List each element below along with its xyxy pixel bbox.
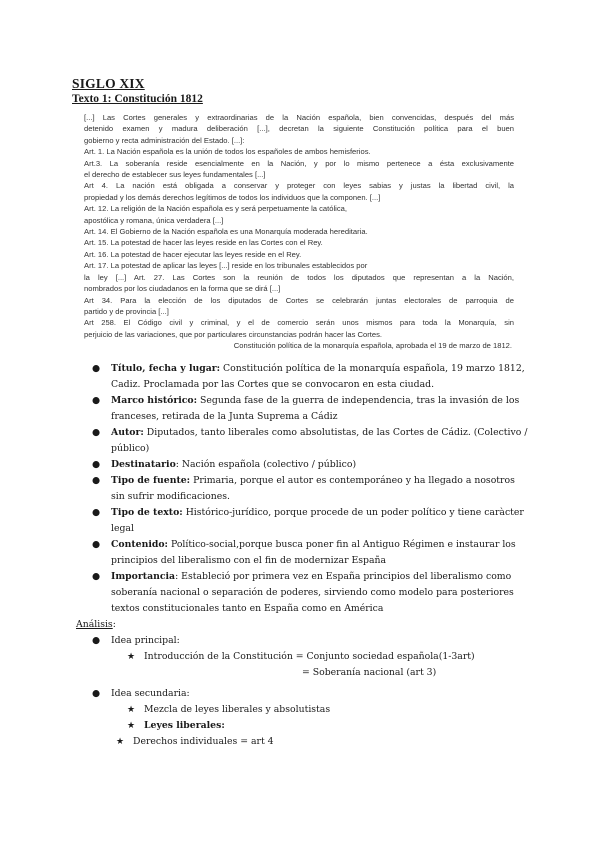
excerpt-line: Art. 1. La Nación española es la unión de todos los españoles de ambos hemisferios. (84, 147, 371, 157)
excerpt-line: Art 34. Para la elección de los diputados de Cortes se celebrarán juntas electorales de parroquia de (84, 295, 514, 305)
commentary (76, 361, 528, 750)
excerpt-line: detenido examen y madura deliberación [...], decretan la siguiente Constitución política para el buen (84, 124, 514, 134)
star-icon: ★ (127, 652, 136, 662)
bullet-icon: ● (92, 395, 101, 406)
list-item: ● Autor: Diputados, tanto liberales como absolutistas, de las Cortes de Cádiz. (Colectivo / público) (92, 427, 528, 454)
text-subheading: Texto 1: Constitución 1812 (72, 93, 203, 105)
list-item: ● Marco histórico: Segunda fase de la guerra de independencia, tras la invasión de los franceses, retirada de la Junta Suprema a Cádiz (92, 395, 520, 422)
excerpt-line: la ley [...] Art. 27. Las Cortes son la reunión de todos los diputados que representan a la Nación, (84, 272, 514, 282)
bullet-icon: ● (92, 539, 101, 550)
excerpt-line: Art. 14. El Gobierno de la Nación española es una Monarquía moderada hereditaria. (84, 227, 368, 237)
excerpt-line: nombrados por los ciudadanos en la forma que se dirá [...] (84, 284, 281, 294)
excerpt-line: Art. 12. La religión de la Nación española es y será perpetuamente la católica, (84, 204, 347, 214)
bullet-icon: ● (92, 427, 101, 438)
excerpt-line: Art. 17. La potestad de aplicar las leyes [...] reside en los tribunales establecidos por (84, 261, 368, 271)
list-item: ● Tipo de texto: Histórico-jurídico, porque procede de un poder político y tiene caràcter legal (92, 507, 524, 534)
excerpt-line: gobierno y recta administración del Estado. [...]: (84, 135, 245, 145)
bullet-icon: ● (92, 363, 101, 374)
analysis-heading: Análisis: (76, 619, 116, 630)
excerpt-line: partido y de provincia [...] (84, 306, 169, 316)
excerpt-line: Art 4. La nación está obligada a conservar y proteger con leyes sabias y justas la libertad civil, la (84, 181, 514, 191)
list-item-continuation: = Soberanía nacional (art 3) (302, 667, 437, 678)
star-icon: ★ (116, 737, 125, 747)
excerpt-line: Art. 16. La potestad de hacer ejecutar las leyes reside en el Rey. (84, 249, 302, 259)
bullet-icon: ● (92, 635, 101, 646)
excerpt-line: el derecho de establecer sus leyes fundamentales [...] (84, 170, 266, 180)
excerpt-line: apostólica y romana, única verdadera [...] (84, 215, 224, 225)
idea-principal: ● Idea principal: (76, 633, 528, 649)
star-icon: ★ (127, 705, 136, 715)
list-item: ● Título, fecha y lugar: Constitución política de la monarquía española, 19 marzo 1812, Cadiz. Proclamada por las Cortes que se convocaron en esta ciudad. (92, 363, 525, 390)
bullet-icon: ● (92, 507, 101, 518)
excerpt-line: Art. 15. La potestad de hacer las leyes reside en las Cortes con el Rey. (84, 238, 323, 248)
excerpt-line: perjuicio de las variaciones, que por particulares circunstancias podrán hacer las Cortes. (84, 329, 382, 339)
constitution-excerpt (84, 112, 514, 352)
bullet-icon: ● (92, 688, 101, 699)
excerpt-line: propiedad y los demás derechos legítimos de todos los individuos que la componen. [...] (84, 192, 381, 202)
list-item: ● Destinatario: Nación española (colectivo / público) (76, 457, 528, 473)
excerpt-source: Constitución política de la monarquía española, aprobada el 19 de marzo de 1812. (233, 341, 512, 351)
idea-secundaria: ● Idea secundaria: (76, 686, 528, 702)
list-item: ★ Leyes liberales: (76, 718, 528, 734)
bullet-icon: ● (92, 459, 101, 470)
list-item: ● Contenido: Político-social,porque busca poner fin al Antiguo Régimen e instaurar los principios del liberalismo con el fin de modernizar España (92, 539, 516, 566)
excerpt-line: Art 258. El Código civil y criminal, y el de comercio serán unos mismos para toda la Monarquía, sin (84, 318, 514, 328)
bullet-icon: ● (92, 475, 101, 486)
list-item: ★ Mezcla de leyes liberales y absolutistas (76, 702, 528, 718)
list-item: ● Importancia: Estableció por primera vez en España principios del liberalismo como soberanía nacional o separación de poderes, sirviendo como modelo para posteriores textos constitucionales tanto en España como en América (92, 571, 514, 614)
section-heading: SIGLO XIX (72, 76, 145, 91)
list-item: ● Tipo de fuente: Primaria, porque el autor es contemporáneo y ha llegado a nosotros sin sufrir modificaciones. (92, 475, 515, 502)
star-icon: ★ (127, 721, 136, 731)
excerpt-line: [...] Las Cortes generales y extraordinarias de la Nación española, bien convencidas, después del más (84, 113, 514, 122)
excerpt-line: Art.3. La soberanía reside esencialmente en la Nación, y por lo mismo pertenece a ésta exclusivamente (84, 158, 514, 168)
list-item: ★ Derechos individuales = art 4 (60, 734, 528, 750)
bullet-icon: ● (92, 571, 101, 582)
list-item: ★ Introducción de la Constitución = Conjunto sociedad española(1-3art) (76, 649, 528, 665)
